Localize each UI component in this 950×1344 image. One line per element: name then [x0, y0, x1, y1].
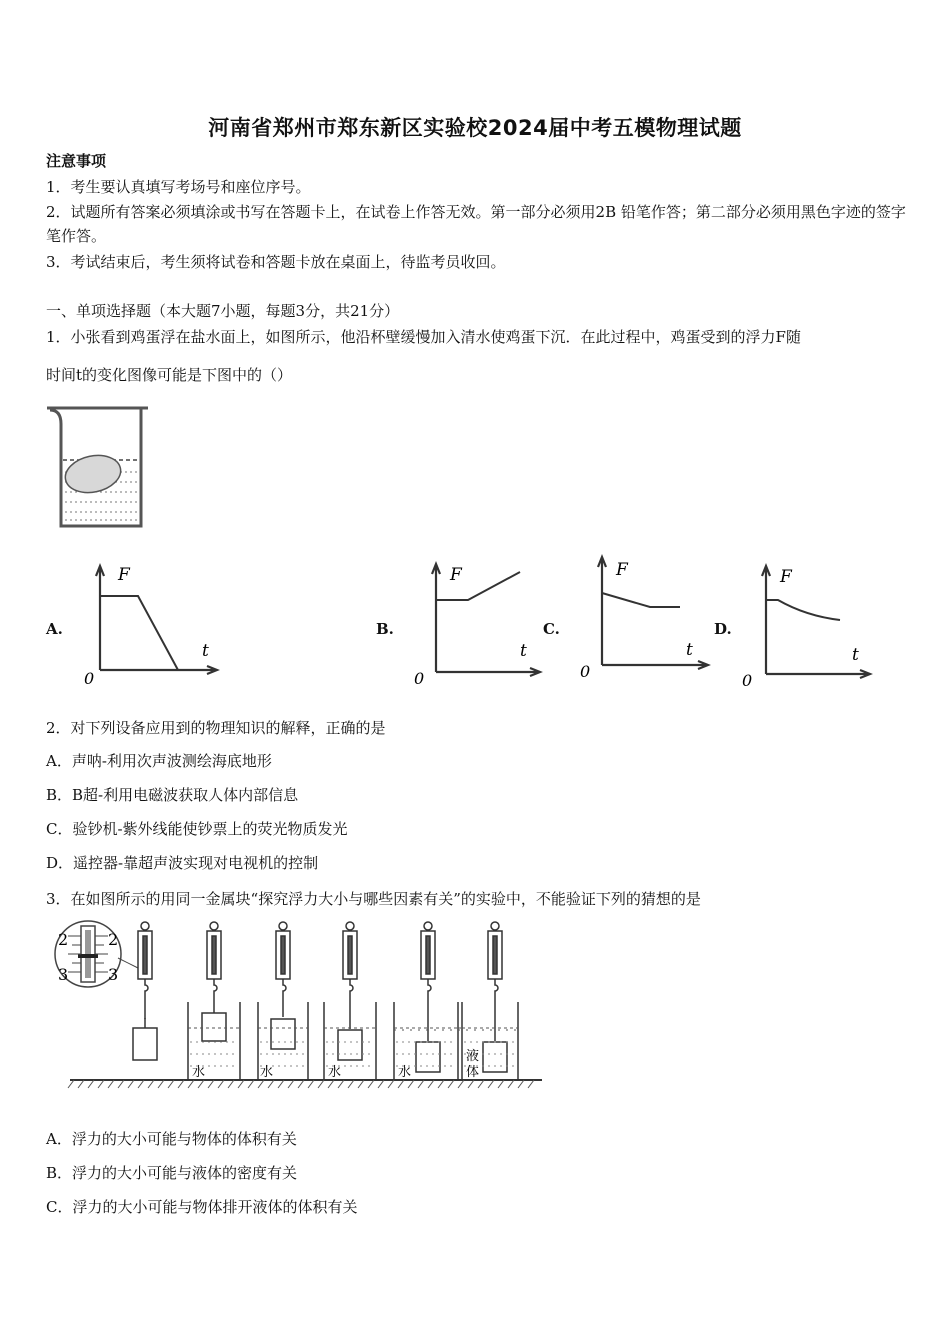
q1-graph-c-force-label: F: [616, 560, 628, 580]
notice-heading: 注意事项: [46, 152, 107, 170]
q3-liquid-label-bottom: 体: [466, 1065, 480, 1080]
notice-item-3: 3．考试结束后，考生须将试卷和答题卡放在桌面上，待监考员收回。: [46, 253, 506, 271]
q1-graph-d: [740, 560, 875, 690]
q3-liquid-label-top: 液: [466, 1049, 480, 1064]
page-title: 河南省郑州市郑东新区实验校2024届中考五模物理试题: [208, 116, 742, 140]
q3-water-label-4: 水: [398, 1065, 412, 1080]
q1-graph-d-force-label: F: [780, 567, 792, 587]
q3-spring-scale-figure: [48, 918, 548, 1093]
q3-option-c: C．浮力的大小可能与物体排开液体的体积有关: [46, 1198, 358, 1216]
q1-option-a-label: A.: [46, 620, 63, 638]
q1-option-c-label: C.: [543, 620, 560, 638]
q1-option-d-label: D.: [714, 620, 732, 638]
q1-graph-b-origin-label: 0: [414, 669, 425, 688]
q1-graph-c-time-label: t: [686, 640, 693, 660]
q1-graph-b: [410, 560, 545, 690]
q1-graph-d-origin-label: 0: [742, 671, 753, 690]
q2-option-d: D．遥控器-靠超声波实现对电视机的控制: [46, 854, 319, 872]
q2-option-a: A．声呐-利用次声波测绘海底地形: [46, 752, 272, 770]
section-heading: 一、单项选择题（本大题7小题，每题3分，共21分）: [46, 302, 400, 320]
q1-graph-a-origin-label: 0: [84, 669, 95, 688]
q3-scale-mark-right-3: 3: [108, 965, 119, 984]
q1-graph-c-origin-label: 0: [580, 662, 591, 681]
q1-graph-a: [80, 560, 225, 690]
q1-stem-line2: 时间t的变化图像可能是下图中的（）: [46, 366, 293, 384]
q1-graph-b-time-label: t: [520, 641, 527, 661]
q3-scale-mark-left-2: 2: [58, 930, 69, 949]
q2-option-b: B．B超-利用电磁波获取人体内部信息: [46, 786, 299, 804]
q1-graph-d-time-label: t: [852, 645, 859, 665]
q3-option-a: A．浮力的大小可能与物体的体积有关: [46, 1130, 297, 1148]
q1-graph-a-force-label: F: [118, 565, 130, 585]
q1-option-b-label: B.: [376, 620, 394, 638]
q3-option-b: B．浮力的大小可能与液体的密度有关: [46, 1164, 298, 1182]
q3-scale-mark-right-2: 2: [108, 930, 119, 949]
q3-scale-mark-left-3: 3: [58, 965, 69, 984]
beaker-egg-figure: [45, 404, 155, 532]
q1-graph-c: [578, 553, 713, 683]
q3-water-label-3: 水: [328, 1065, 342, 1080]
q1-graph-a-time-label: t: [202, 641, 209, 661]
q3-scale-magnifier: [55, 921, 138, 987]
q3-stem: 3．在如图所示的用同一金属块“探究浮力大小与哪些因素有关”的实验中，不能验证下列的猜想的是: [46, 890, 701, 908]
q3-water-label-1: 水: [192, 1065, 206, 1080]
notice-item-2: 2．试题所有答案必须填涂或书写在答题卡上，在试卷上作答无效。第一部分必须用2B 铅笔作答；第二部分必须用黑色字迹的签字笔作答。: [46, 203, 906, 245]
q2-stem: 2．对下列设备应用到的物理知识的解释，正确的是: [46, 719, 386, 737]
q3-water-label-2: 水: [260, 1065, 274, 1080]
q1-stem-line1: 1．小张看到鸡蛋浮在盐水面上，如图所示，他沿杯壁缓慢加入清水使鸡蛋下沉．在此过程中，鸡蛋受到的浮力F随: [46, 328, 801, 346]
q1-graph-b-force-label: F: [450, 565, 462, 585]
q2-option-c: C．验钞机-紫外线能使钞票上的荧光物质发光: [46, 820, 348, 838]
notice-item-1: 1．考生要认真填写考场号和座位序号。: [46, 178, 311, 196]
